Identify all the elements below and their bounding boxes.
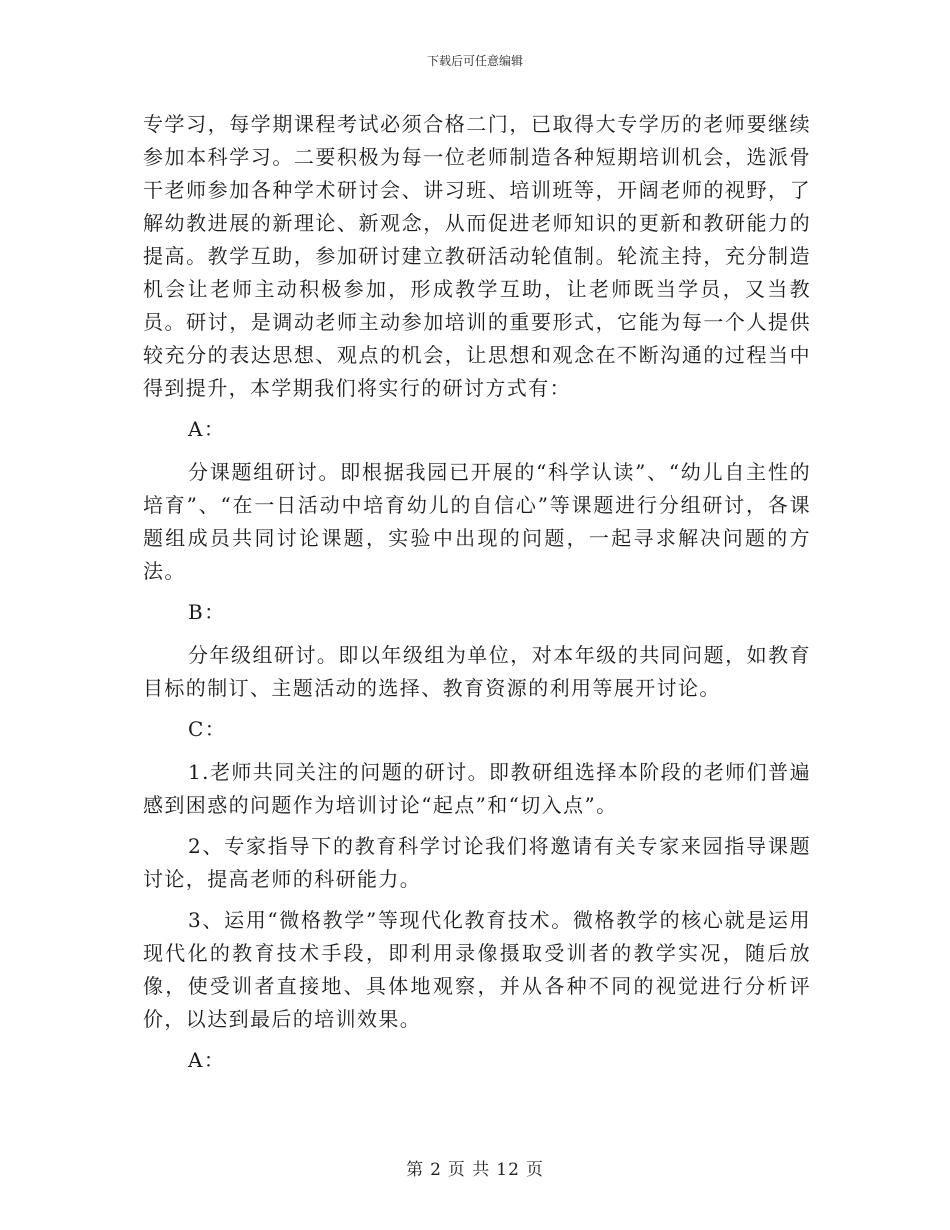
page-header: 下载后可任意编辑	[426, 54, 523, 68]
page-number: 2	[430, 1160, 442, 1180]
footer-suffix: 页	[525, 1160, 544, 1180]
page-footer	[0, 1155, 950, 1180]
footer-prefix: 第	[406, 1160, 425, 1180]
section-marker-a-2: A：	[188, 1048, 226, 1072]
paragraph-item-2: 2、专家指导下的教育科学讨论我们将邀请有关专家来园指导课题讨论，提高老师的科研能力。	[143, 834, 811, 891]
total-pages: 12	[496, 1160, 520, 1180]
paragraph-item-3: 3、运用“微格教学”等现代化教育技术。微格教学的核心就是运用现代化的教育技术手段，即利用录像摄取受训者的教学实况，随后放像，使受训者直接地、具体地观察，并从各种不同的视觉进行分析评价，以达到最后的培训效果。	[143, 908, 811, 1031]
section-marker-c: C：	[188, 717, 227, 741]
body-text	[143, 108, 811, 1087]
paragraph-item-1: 1.老师共同关注的问题的研讨。即教研组选择本阶段的老师们普遍感到困惑的问题作为培训讨论“起点”和“切入点”。	[143, 760, 811, 817]
section-marker-b: B：	[188, 600, 226, 624]
section-marker-a: A：	[188, 417, 226, 441]
paragraph-continuation: 专学习，每学期课程考试必须合格二门，已取得大专学历的老师要继续参加本科学习。二要积极为每一位老师制造各种短期培训机会，选派骨干老师参加各种学术研讨会、讲习班、培训班等，开阔老师的视野，了解幼教进展的新理论、新观念，从而促进老师知识的更新和教研能力的提高。教学互助，参加研讨建立教研活动轮值制。轮流主持，充分制造机会让老师主动积极参加，形成教学互助，让老师既当学员，又当教员。研讨，是调动老师主动参加培训的重要形式，它能为每一个人提供较充分的表达思想、观点的机会，让思想和观念在不断沟通的过程当中得到提升，本学期我们将实行的研讨方式有：	[143, 112, 811, 400]
footer-middle: 页 共	[447, 1160, 491, 1180]
paragraph-topic-group: 分课题组研讨。即根据我园已开展的“科学认读”、“幼儿自主性的培育”、“在一日活动中培育幼儿的自信心”等课题进行分组研讨，各课题组成员共同讨论课题，实验中出现的问题，一起寻求解决问题的方法。	[143, 460, 811, 583]
paragraph-grade-group: 分年级组研讨。即以年级组为单位，对本年级的共同问题，如教育目标的制订、主题活动的选择、教育资源的利用等展开讨论。	[143, 643, 811, 700]
